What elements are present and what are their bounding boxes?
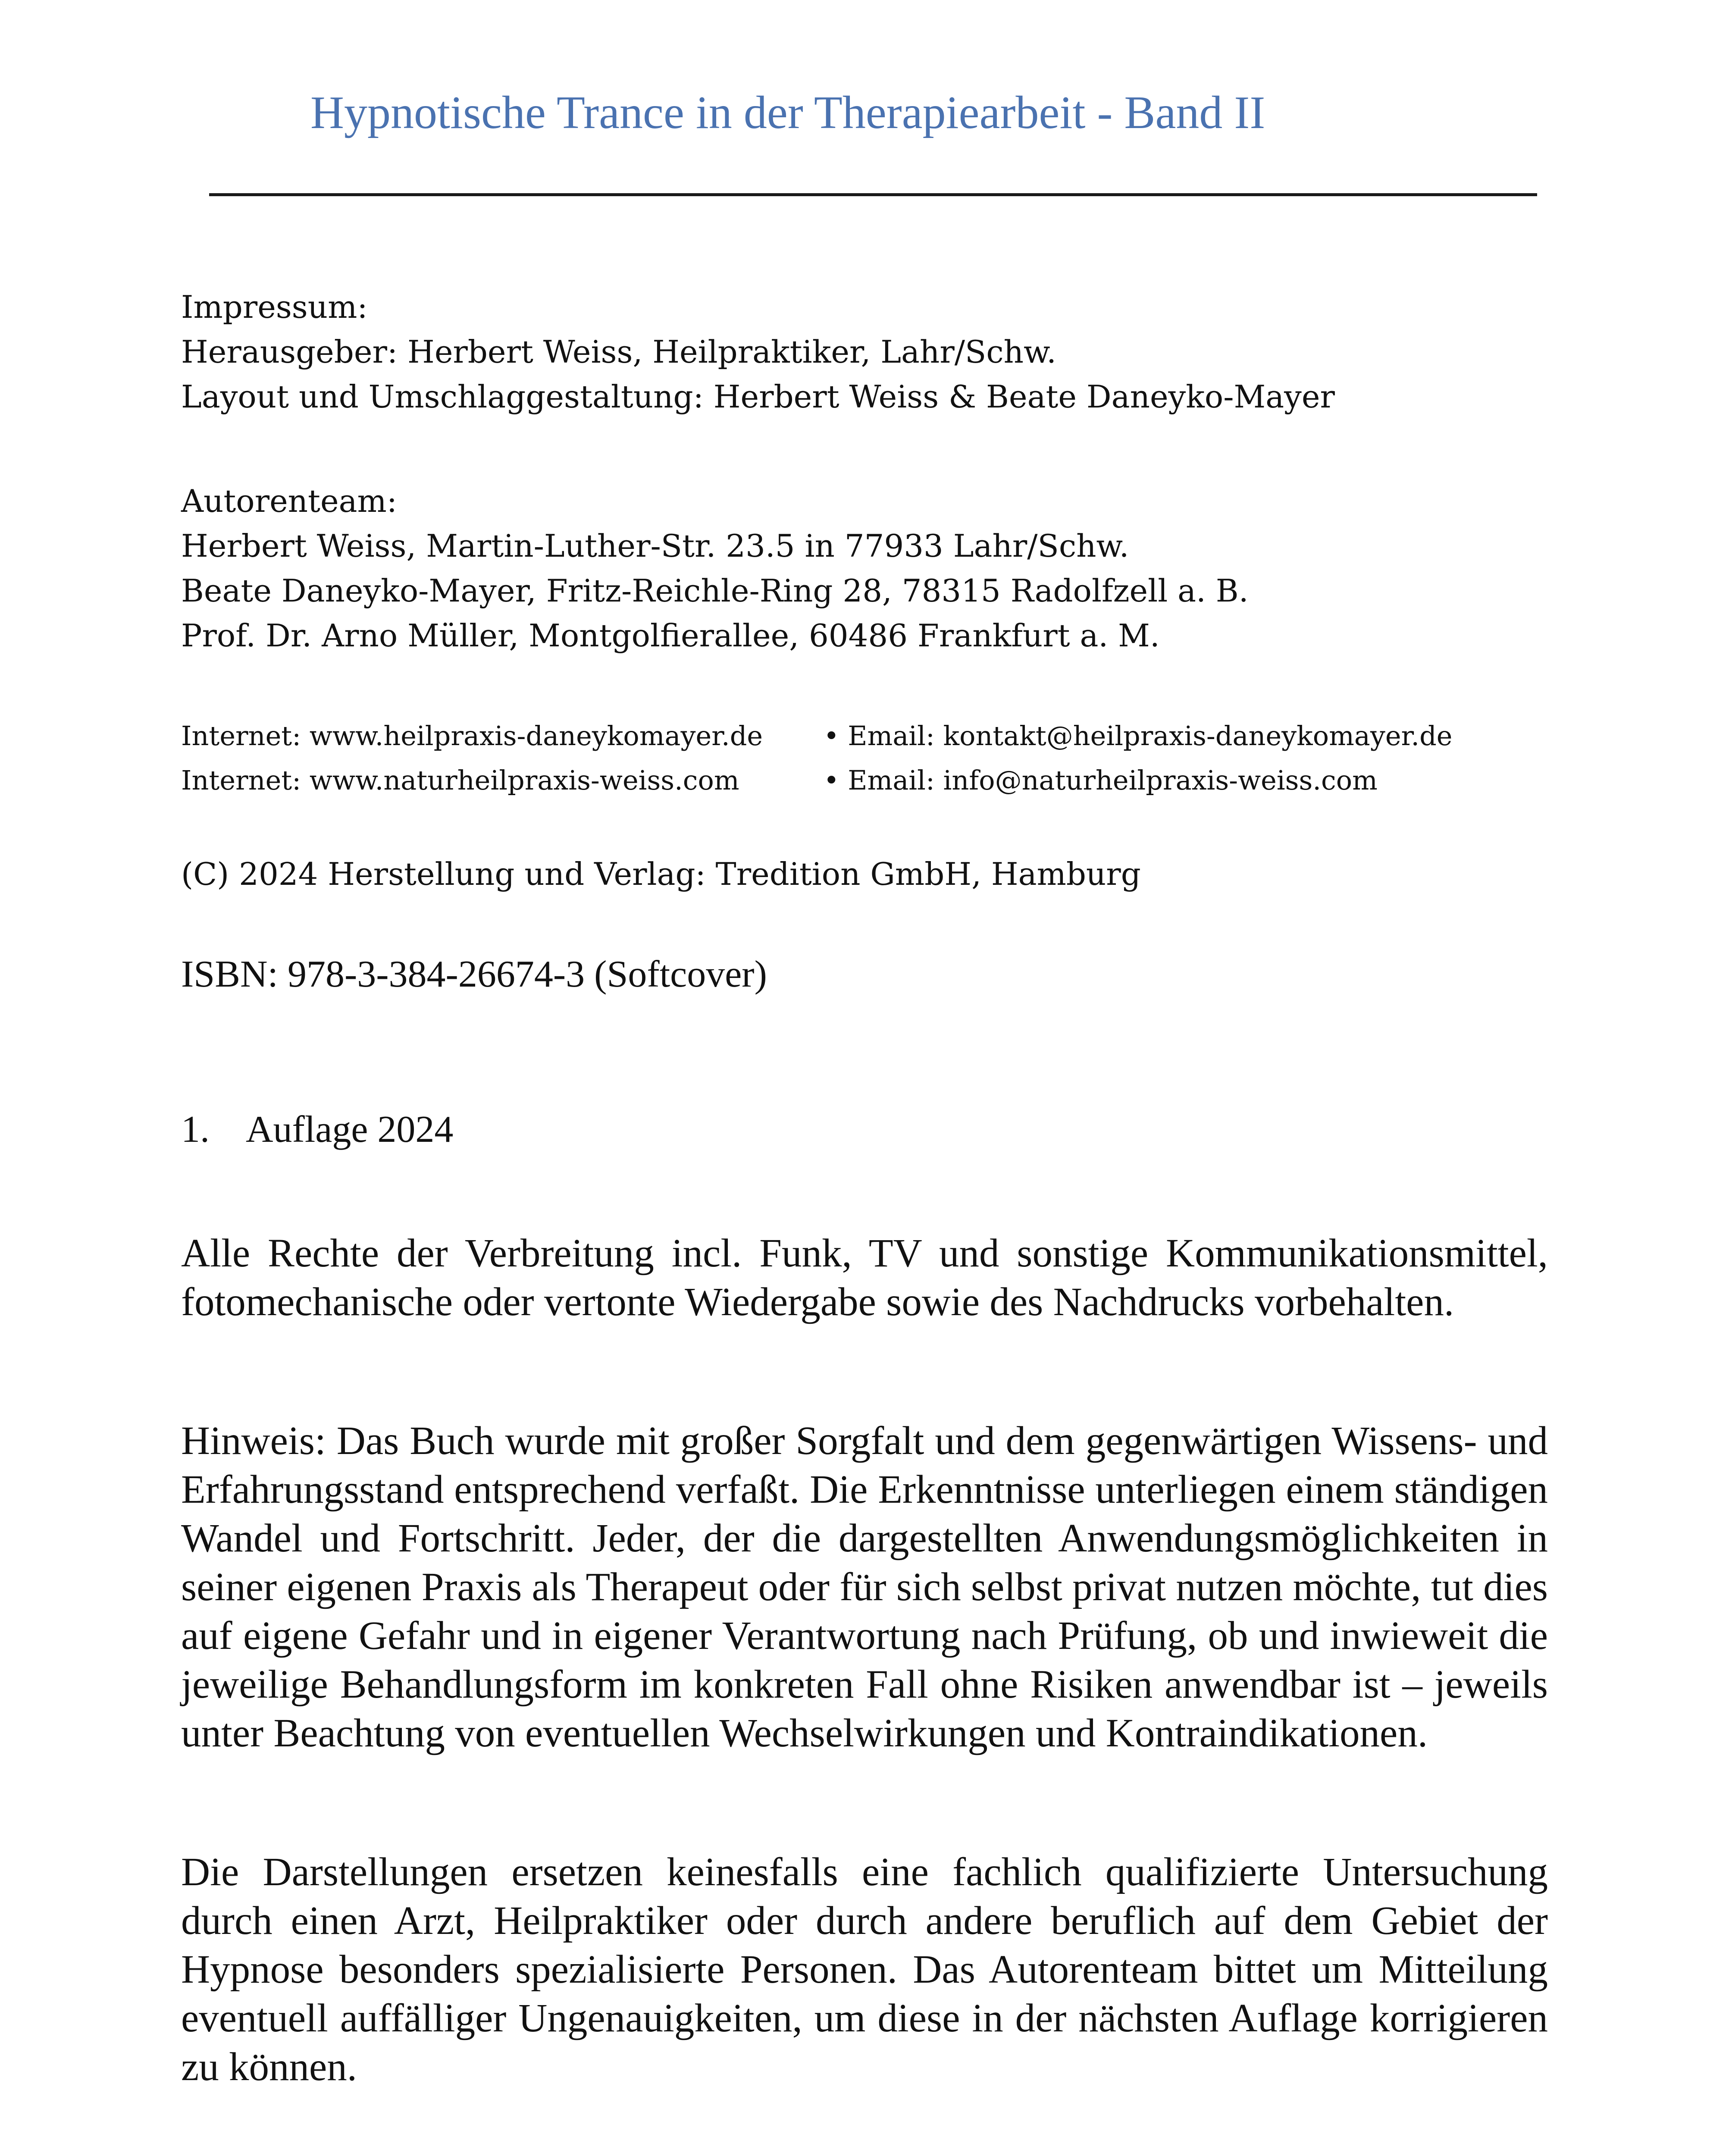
isbn-line: ISBN: 978-3-384-26674-3 (Softcover) (181, 953, 767, 995)
imprint-publisher: Herausgeber: Herbert Weiss, Heilpraktiker, Lahr/Schw. (181, 334, 1056, 370)
author-line: Herbert Weiss, Martin-Luther-Str. 23.5 in 77933 Lahr/Schw. (181, 528, 1129, 564)
imprint-heading: Impressum: (181, 289, 368, 325)
author-line: Beate Daneyko-Mayer, Fritz-Reichle-Ring 28, 78315 Radolfzell a. B. (181, 573, 1249, 609)
running-header-title: Hypnotische Trance in der Therapiearbeit - Band II (310, 87, 1265, 138)
author-line: Prof. Dr. Arno Müller, Montgolfierallee, 60486 Frankfurt a. M. (181, 617, 1160, 654)
email-link[interactable]: • Email: info@naturheilpraxis-weiss.com (824, 765, 1378, 796)
imprint-block (181, 285, 1548, 419)
email-link[interactable]: • Email: kontakt@heilpraxis-daneykomayer.de (824, 720, 1453, 752)
header-rule (209, 193, 1537, 196)
rights-paragraph: Alle Rechte der Verbreitung incl. Funk, TV und sonstige Kommunikationsmittel, fotomechanische oder vertonte Wiedergabe sowie des Nachdrucks vorbehalten. (181, 1231, 1548, 1324)
contact-row (181, 758, 1548, 802)
disclaimer-paragraph: Die Darstellungen ersetzen keinesfalls eine fachlich qualifizierte Untersuchung durch einen Arzt, Heilpraktiker oder durch andere beruflich auf dem Gebiet der Hypnose besonders spezialisierte Personen. Das Autorenteam bittet um Mitteilung eventuell auffälliger Ungenauigkeiten, um diese in der nächsten Auflage korrigieren zu können. (181, 1850, 1548, 2089)
authors-block (181, 479, 1548, 658)
contact-row (181, 714, 1548, 758)
edition-text: Auflage 2024 (246, 1109, 454, 1150)
imprint-layout: Layout und Umschlaggestaltung: Herbert Weiss & Beate Daneyko-Mayer (181, 379, 1335, 415)
internet-link[interactable]: Internet: www.naturheilpraxis-weiss.com (181, 765, 739, 796)
copyright-line: (C) 2024 Herstellung und Verlag: Tredition GmbH, Hamburg (181, 856, 1141, 892)
edition-line (181, 1106, 1548, 1153)
notice-paragraph: Hinweis: Das Buch wurde mit großer Sorgfalt und dem gegenwärtigen Wissens- und Erfahrungsstand entsprechend verfaßt. Die Erkenntnisse unterliegen einem ständigen Wandel und Fortschritt. Jeder, der die dargestellten Anwendungsmöglichkeiten in seiner eigenen Praxis als Therapeut oder für sich selbst privat nutzen möchte, tut dies auf eigene Gefahr und in eigener Verantwortung nach Prüfung, ob und inwieweit die jeweilige Behandlungsform im konkreten Fall ohne Risiken anwendbar ist – jeweils unter Beachtung von eventuellen Wechselwirkungen und Kontraindikationen. (181, 1419, 1548, 1755)
internet-link[interactable]: Internet: www.heilpraxis-daneykomayer.de (181, 720, 763, 752)
contacts-block (181, 714, 1548, 802)
edition-number: 1. (181, 1109, 210, 1150)
authors-heading: Autorenteam: (181, 483, 398, 519)
